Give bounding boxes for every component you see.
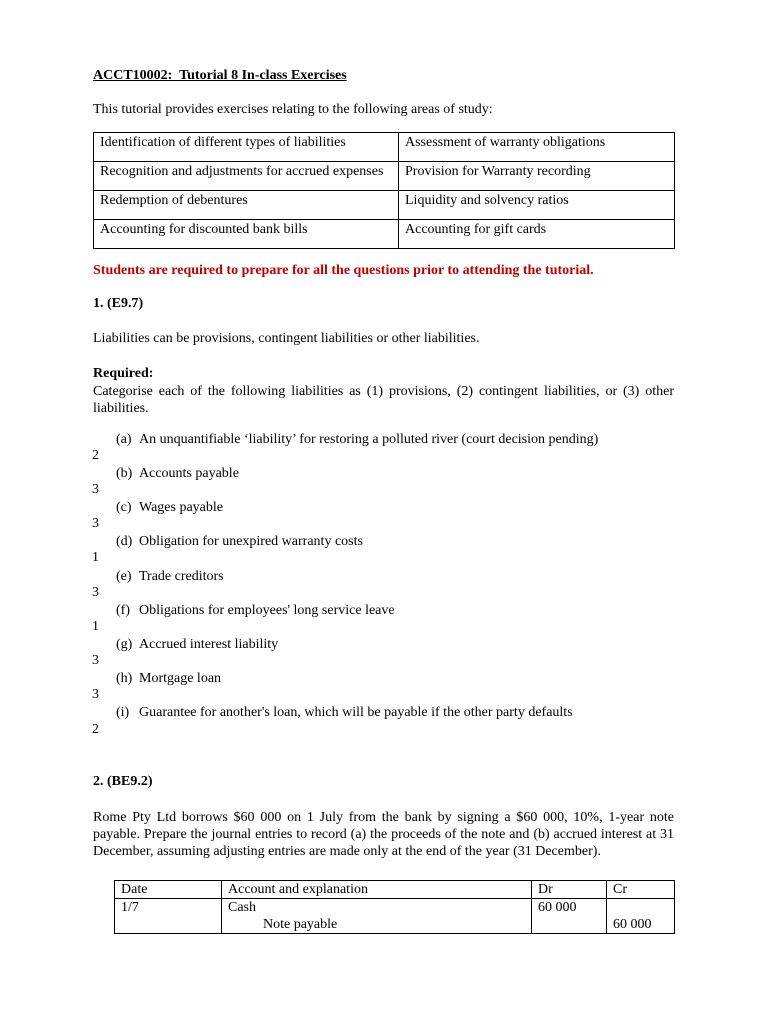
item-label: (f) [116,603,130,618]
table-cell: Assessment of warranty obligations [399,133,675,162]
q1-required-text: Categorise each of the following liabilities as (1) provisions, (2) contingent liabilities, or (3) other liabilities. [93,384,674,416]
list-item [116,431,598,448]
list-item [116,499,223,516]
item-text: Mortgage loan [139,671,222,686]
item-label: (h) [116,671,133,686]
list-item [116,533,363,550]
q1-required-label: Required: [93,366,154,381]
intro-text: This tutorial provides exercises relating to the following areas of study: [93,102,493,117]
item-answer: 1 [92,550,99,565]
item-text: Obligation for unexpired warranty costs [139,534,363,549]
item-answer: 3 [92,585,99,600]
table-cell: Provision for Warranty recording [399,162,675,191]
item-answer: 2 [92,448,99,463]
column-header: Account and explanation [222,881,532,899]
item-text: Trade creditors [139,569,224,584]
q1-heading: 1. (E9.7) [93,296,144,311]
table-row [115,899,675,934]
list-item [116,636,278,653]
item-text: Accrued interest liability [139,637,279,652]
table-cell [222,899,532,934]
q2-text: Rome Pty Ltd borrows $60 000 on 1 July from the bank by signing a $60 000, 10%, 1-year note payable. Prepare the journal entries to record (a) the proceeds of the note and (b) accrued interest at 31 December, assuming adjusting entries are made only at the end of the year (31 December). [93,810,674,859]
warning-note: Students are required to prepare for all the questions prior to attending the tutorial. [93,263,594,278]
table-cell: Identification of different types of liabilities [94,133,399,162]
table-header-row [115,881,675,899]
debit-amount: 60 000 [538,900,577,915]
item-answer: 3 [92,687,99,702]
item-label: (b) [116,466,133,481]
table-row [94,162,675,191]
item-label: (g) [116,637,133,652]
list-item [116,670,221,687]
q1-text: Liabilities can be provisions, contingent liabilities or other liabilities. [93,331,480,346]
page-title: ACCT10002: Tutorial 8 In-class Exercises [93,68,347,83]
table-cell [607,899,675,934]
account-credit: Note payable [263,917,338,932]
item-answer: 2 [92,722,99,737]
column-header: Cr [607,881,675,899]
table-cell: Accounting for discounted bank bills [94,220,399,249]
item-text: Accounts payable [139,466,239,481]
list-item [116,465,239,482]
table-cell [532,899,607,934]
column-header: Date [115,881,222,899]
table-cell: Liquidity and solvency ratios [399,191,675,220]
item-text: Wages payable [139,500,223,515]
item-label: (c) [116,500,132,515]
list-item [116,704,573,721]
item-answer: 3 [92,482,99,497]
list-item [116,602,395,619]
item-label: (i) [116,705,130,720]
item-text: Obligations for employees' long service leave [139,603,395,618]
item-label: (d) [116,534,133,549]
table-row [94,220,675,249]
table-cell: Accounting for gift cards [399,220,675,249]
item-text: Guarantee for another's loan, which will be payable if the other party defaults [139,705,573,720]
list-item [116,568,224,585]
q2-heading: 2. (BE9.2) [93,774,153,789]
item-answer: 1 [92,619,99,634]
study-areas-table [93,132,675,249]
journal-table [114,880,675,934]
item-label: (e) [116,569,132,584]
item-answer: 3 [92,653,99,668]
item-label: (a) [116,432,132,447]
column-header: Dr [532,881,607,899]
table-row [94,133,675,162]
item-answer: 3 [92,516,99,531]
credit-amount: 60 000 [613,917,652,932]
table-row [94,191,675,220]
table-cell: Recognition and adjustments for accrued expenses [94,162,399,191]
item-text: An unquantifiable ‘liability’ for restoring a polluted river (court decision pending) [139,432,599,447]
table-cell: Redemption of debentures [94,191,399,220]
table-cell: 1/7 [115,899,222,934]
account-debit: Cash [228,900,256,915]
